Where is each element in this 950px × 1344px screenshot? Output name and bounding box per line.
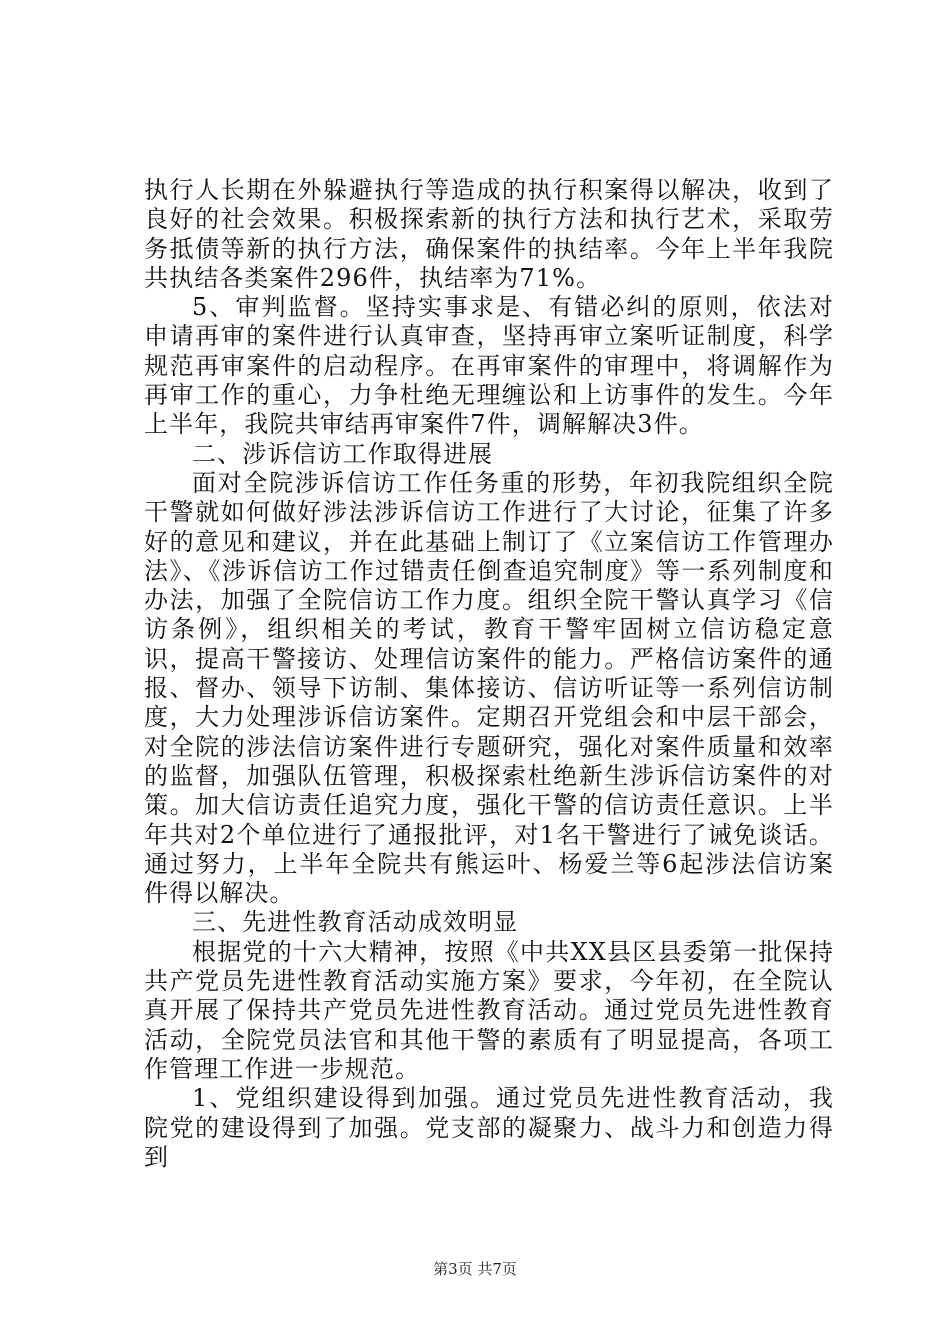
paragraph: 面对全院涉诉信访工作任务重的形势，年初我院组织全院干警就如何做好涉法涉诉信访工作进行了大讨论，征集了许多好的意见和建议，并在此基础上制订了《立案信访工作管理办法》、《涉诉信访工作过错责任倒查追究制度》等一系列制度和办法，加强了全院信访工作力度。组织全院干警认真学习《信访条例》，组织相关的考试，教育干警牢固树立信访稳定意识，提高干警接访、处理信访案件的能力。严格信访案件的通报、督办、领导下访制、集体接访、信访听证等一系列信访制度，大力处理涉诉信访案件。定期召开党组会和中层干部会，对全院的涉法信访案件进行专题研究，强化对案件质量和效率的监督，加强队伍管理，积极探索杜绝新生涉诉信访案件的对策。加大信访责任追究力度，强化干警的信访责任意识。上半年共对2个单位进行了通报批评，对1名干警进行了诫免谈话。通过努力，上半年全院共有熊运叶、杨爱兰等6起涉法信访案件得以解决。 bbox=[144, 468, 834, 908]
page-footer: 第3页 共7页 bbox=[433, 1260, 517, 1278]
paragraph: 1、党组织建设得到加强。通过党员先进性教育活动，我院党的建设得到了加强。党支部的凝聚力、战斗力和创造力得到 bbox=[144, 1084, 834, 1171]
paragraph: 执行人长期在外躲避执行等造成的执行积案得以解决，收到了良好的社会效果。积极探索新的执行方法和执行艺术，采取劳务抵债等新的执行方法，确保案件的执结率。今年上半年我院共执结各类案件296件，执结率为71%。 bbox=[144, 176, 834, 292]
document-body bbox=[144, 176, 834, 1172]
paragraph: 根据党的十六大精神，按照《中共XX县区县委第一批保持共产党员先进性教育活动实施方案》要求，今年初，在全院认真开展了保持共产党员先进性教育活动。通过党员先进性教育活动，全院党员法官和其他干警的素质有了明显提高，各项工作管理工作进一步规范。 bbox=[144, 937, 834, 1083]
paragraph: 5、审判监督。坚持实事求是、有错必纠的原则，依法对申请再审的案件进行认真审查，坚持再审立案听证制度，科学规范再审案件的启动程序。在再审案件的审理中，将调解作为再审工作的重心，力争杜绝无理缠讼和上访事件的发生。今年上半年，我院共审结再审案件7件，调解解决3件。 bbox=[144, 293, 834, 439]
section-heading: 三、先进性教育活动成效明显 bbox=[192, 908, 519, 937]
section-heading: 二、涉诉信访工作取得进展 bbox=[192, 439, 494, 468]
